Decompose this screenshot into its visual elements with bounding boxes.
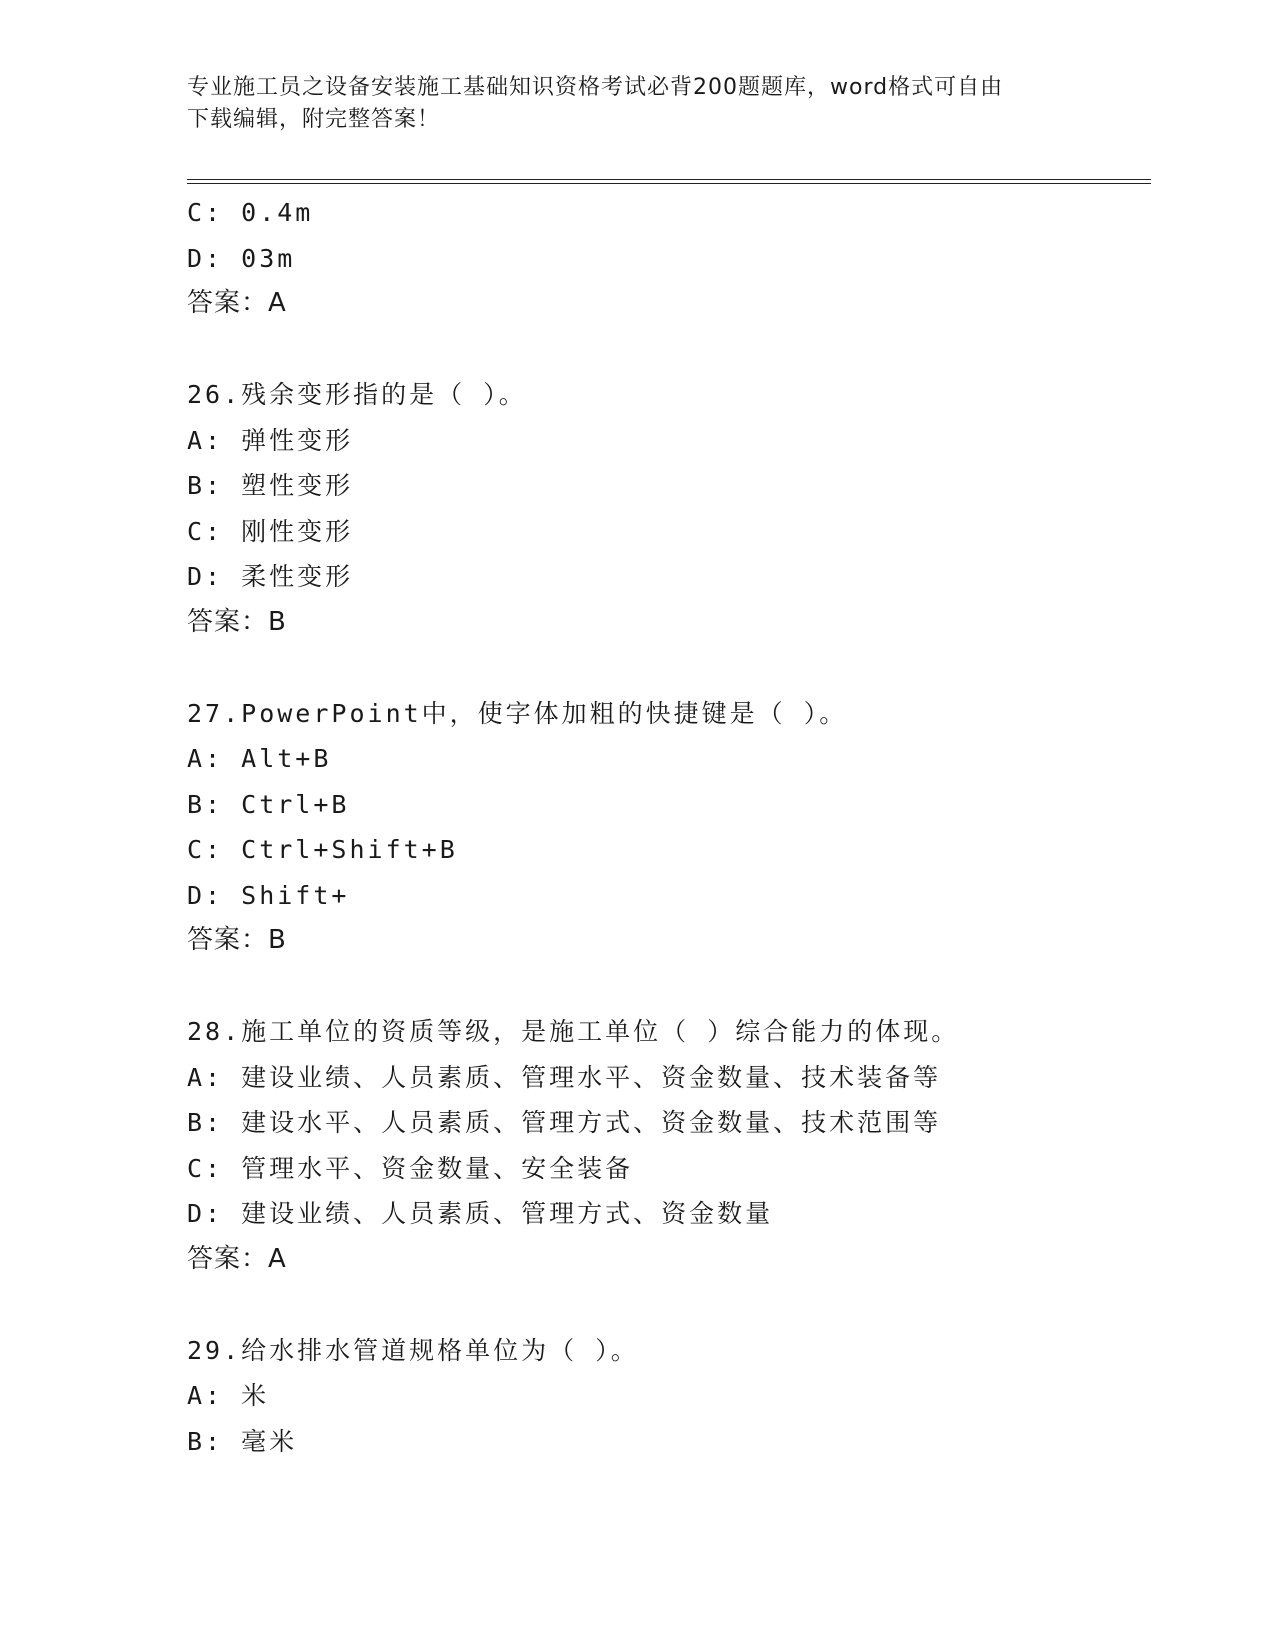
question-stem: 27.PowerPoint中，使字体加粗的快捷键是（ ）。 bbox=[187, 698, 848, 728]
option-a: A: Alt+B bbox=[187, 744, 332, 773]
option-a: A: 建设业绩、人员素质、管理水平、资金数量、技术装备等 bbox=[187, 1062, 942, 1092]
answer-line: 答案：B bbox=[187, 925, 287, 955]
answer-line: 答案：A bbox=[187, 1243, 287, 1274]
previous-question-tail bbox=[187, 190, 1151, 327]
option-d: D: 建设业绩、人员素质、管理方式、资金数量 bbox=[187, 1199, 774, 1228]
option-a: A: 弹性变形 bbox=[187, 425, 354, 455]
spacer bbox=[187, 964, 1151, 1010]
header-line-1: 专业施工员之设备安装施工基础知识资格考试必背200题题库，word格式可自由 bbox=[187, 75, 1004, 100]
question-27 bbox=[187, 691, 1151, 964]
option-c: C: 刚性变形 bbox=[187, 516, 354, 546]
header-line-2: 下载编辑，附完整答案！ bbox=[187, 107, 441, 132]
question-29 bbox=[187, 1328, 1151, 1465]
option-c: C: 管理水平、资金数量、安全装备 bbox=[187, 1153, 634, 1183]
answer-line: 答案：A bbox=[187, 288, 287, 318]
option-c: C: 0.4m bbox=[187, 198, 314, 227]
answer-line: 答案：B bbox=[187, 606, 287, 637]
option-a: A: 米 bbox=[187, 1381, 270, 1410]
option-d: D: 柔性变形 bbox=[187, 562, 354, 591]
question-stem: 28.施工单位的资质等级，是施工单位（ ）综合能力的体现。 bbox=[187, 1017, 960, 1046]
option-b: B: 毫米 bbox=[187, 1426, 298, 1456]
option-b: B: Ctrl+B bbox=[187, 789, 350, 819]
question-stem: 26.残余变形指的是（ ）。 bbox=[187, 380, 527, 409]
header-divider-top bbox=[187, 179, 1151, 180]
option-b: B: 建设水平、人员素质、管理方式、资金数量、技术范围等 bbox=[187, 1108, 942, 1137]
header-divider-bottom bbox=[187, 183, 1151, 184]
spacer bbox=[187, 645, 1151, 691]
spacer bbox=[187, 327, 1151, 373]
option-b: B: 塑性变形 bbox=[187, 471, 354, 500]
question-stem: 29.给水排水管道规格单位为（ ）。 bbox=[187, 1335, 639, 1365]
option-c: C: Ctrl+Shift+B bbox=[187, 835, 458, 864]
question-26 bbox=[187, 372, 1151, 645]
spacer bbox=[187, 1282, 1151, 1328]
option-d: D: Shift+ bbox=[187, 880, 350, 910]
question-28 bbox=[187, 1009, 1151, 1282]
document-header bbox=[187, 72, 1087, 136]
option-d: D: 03m bbox=[187, 243, 296, 273]
question-list bbox=[187, 190, 1151, 1464]
